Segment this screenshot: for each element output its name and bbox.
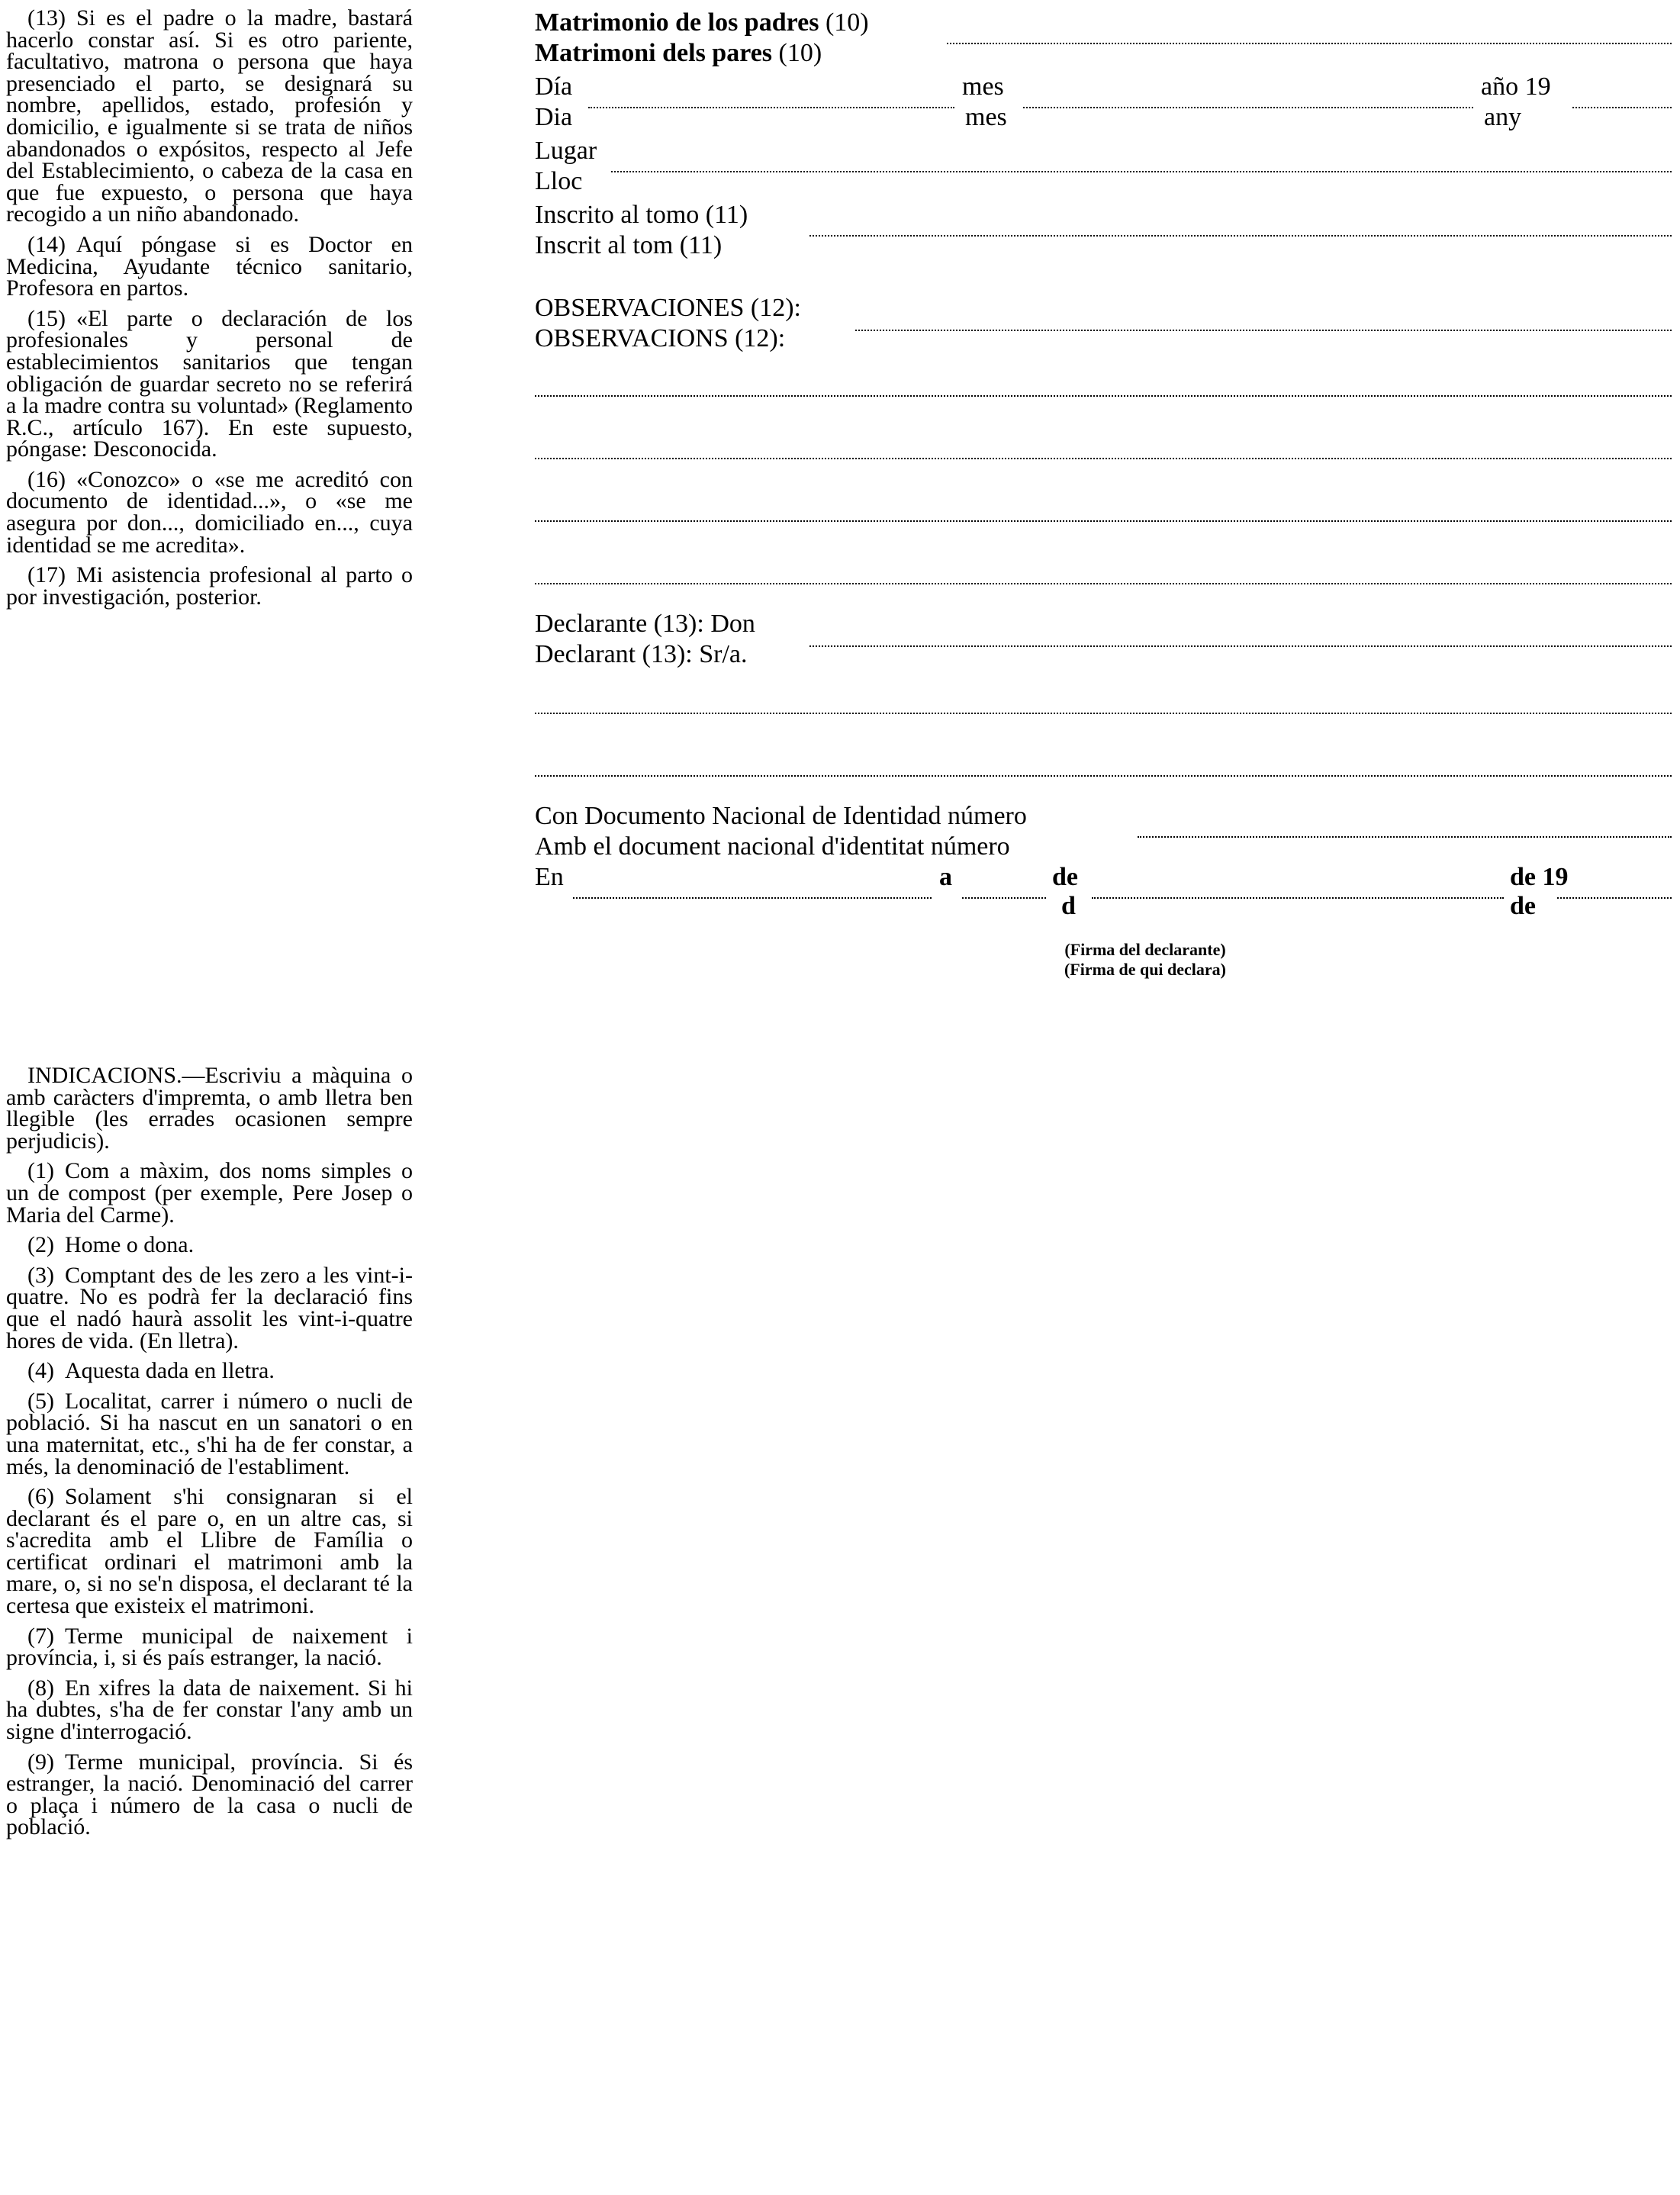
matrimonio-ca-label: Matrimoni dels pares (10)	[535, 39, 822, 67]
indicacions-column	[6, 1065, 413, 1847]
fecha-es-row	[535, 72, 1672, 102]
inscrito-es-label: Inscrito al tomo (11)	[535, 201, 748, 229]
obs-field-3[interactable]	[535, 458, 1672, 459]
mes-es-label: mes	[962, 72, 1004, 101]
indicacio-9: (9) Terme municipal, província. Si és estranger, la nació. Denominació del carrer o plaça i número de la casa o nucli de població.	[6, 1749, 413, 1840]
lugar-es-row	[535, 136, 1672, 166]
declarante-field-2[interactable]	[535, 713, 1672, 714]
anyo-es-label: año 19	[1481, 72, 1551, 101]
a-label: a	[939, 863, 952, 891]
en-field[interactable]	[573, 897, 932, 899]
lloc-ca-label: Lloc	[535, 167, 583, 195]
matrimonio-es-label: Matrimonio de los padres (10)	[535, 8, 869, 37]
firma-caption	[993, 940, 1298, 980]
dia-firma-field[interactable]	[962, 897, 1046, 899]
note-14: (14) Aquí póngase si es Doctor en Medicina, Ayudante técnico sanitario, Profesora en partos.	[6, 231, 413, 301]
indicacio-3: (3) Comptant des de les zero a les vint-i-quatre. No es podrà fer la declaració fins que el nadó haurà assolit les vint-i-quatre hores de vida. (En lletra).	[6, 1262, 413, 1353]
declarante-field-3[interactable]	[535, 775, 1672, 777]
declarant-ca-label: Declarant (13): Sr/a.	[535, 640, 748, 668]
lugar-field[interactable]	[611, 171, 1672, 172]
dia-field[interactable]	[588, 107, 954, 108]
note-17: (17) Mi asistencia profesional al parto o por investigación, posterior.	[6, 562, 413, 610]
indicacio-1: (1) Com a màxim, dos noms simples o un de compost (per exemple, Pere Josep o Maria del Carme).	[6, 1158, 413, 1228]
inscrit-ca-label: Inscrit al tom (11)	[535, 231, 723, 259]
declarante-field-1[interactable]	[809, 645, 1672, 647]
indicacions-heading: INDICACIONS.—Escriviu a màquina o amb caràcters d'impremta, o amb lletra ben llegible (les errades ocasionen sempre perjudicis).	[6, 1063, 413, 1154]
matrimonio-field[interactable]	[947, 43, 1672, 44]
lugar-es-label: Lugar	[535, 137, 597, 165]
de-es-label: de	[1052, 863, 1078, 891]
dni-es-row	[535, 801, 1672, 832]
de-ca-label: de	[1510, 892, 1536, 920]
notes-column-top	[6, 5, 413, 616]
firma-ca-label: (Firma de qui declara)	[1064, 960, 1227, 979]
note-16: (16) «Conozco» o «se me acreditó con documento de identidad...», o «se me asegura por don..., domiciliado en..., cuya identidad se me acredita».	[6, 466, 413, 558]
dni-field[interactable]	[1138, 836, 1672, 838]
mes-firma-field[interactable]	[1092, 897, 1504, 899]
obs-field-2[interactable]	[535, 395, 1672, 397]
indicacio-7: (7) Terme municipal de naixement i província, i, si és país estranger, la nació.	[6, 1623, 413, 1671]
lugar-fecha-ca-row	[535, 891, 1672, 922]
obs-field-5[interactable]	[535, 583, 1672, 584]
mes-field[interactable]	[1023, 107, 1473, 108]
obs-field-1[interactable]	[855, 330, 1672, 331]
dni-es-label: Con Documento Nacional de Identidad número	[535, 802, 1027, 830]
note-13: (13) Si es el padre o la madre, bastará hacerlo constar así. Si es otro pariente, facultativo, matrona o persona que haya presenciado el parto, se designará su nombre, apellidos, estado, profesión y domicilio, e igualmente si se trata de niños abandonados o expósitos, respecto al Jefe del Establecimiento, o cabeza de la casa en que fue expuesto, o persona que haya recogido a un niño abandonado.	[6, 5, 413, 227]
d-ca-label: d	[1061, 892, 1076, 920]
lugar-fecha-es-row	[535, 862, 1672, 893]
obs-es-row	[535, 293, 1672, 323]
matrimonio-es-row	[535, 8, 1672, 38]
indicacio-2: (2) Home o dona.	[27, 1232, 195, 1258]
obs-ca-label: OBSERVACIONS (12):	[535, 324, 786, 352]
indicacio-4: (4) Aquesta dada en lletra.	[27, 1358, 275, 1384]
obs-ca-row	[535, 323, 1672, 354]
any-ca-label: any	[1484, 103, 1522, 131]
any-firma-field[interactable]	[1557, 897, 1672, 899]
obs-es-label: OBSERVACIONES (12):	[535, 294, 801, 322]
dia-es-label: Día	[535, 72, 573, 101]
indicacio-5: (5) Localitat, carrer i número o nucli de població. Si ha nascut en un sanatori o en una maternitat, etc., s'hi ha de fer constar, a més, la denominació de l'establiment.	[6, 1388, 413, 1479]
inscrito-field[interactable]	[809, 235, 1672, 237]
de19-es-label: de 19	[1510, 863, 1569, 891]
en-label: En	[535, 863, 564, 891]
any-field[interactable]	[1572, 107, 1672, 108]
dni-ca-label: Amb el document nacional d'identitat número	[535, 832, 1010, 861]
declarant-ca-row	[535, 639, 1672, 670]
declarante-es-label: Declarante (13): Don	[535, 610, 755, 638]
inscrito-es-row	[535, 200, 1672, 230]
indicacio-6: (6) Solament s'hi consignaran si el declarant és el pare o, en un altre cas, si s'acredita amb el Llibre de Família o certificat ordinari el matrimoni amb la mare, o, si no se'n disposa, el declarant té la certesa que existeix el matrimoni.	[6, 1484, 413, 1619]
note-15: (15) «El parte o declaración de los profesionales y personal de establecimientos sanitarios que tengan obligación de guardar secreto no se referirá a la madre contra su voluntad» (Reglamento R.C., artículo 167). En este supuesto, póngase: Desconocida.	[6, 305, 413, 462]
obs-field-4[interactable]	[535, 520, 1672, 522]
indicacio-8: (8) En xifres la data de naixement. Si hi ha dubtes, s'ha de fer constar l'any amb un signe d'interrogació.	[6, 1675, 413, 1745]
mes-ca-label: mes	[965, 103, 1007, 131]
firma-es-label: (Firma del declarante)	[1064, 940, 1226, 959]
dia-ca-label: Dia	[535, 103, 573, 131]
declarante-es-row	[535, 609, 1672, 639]
